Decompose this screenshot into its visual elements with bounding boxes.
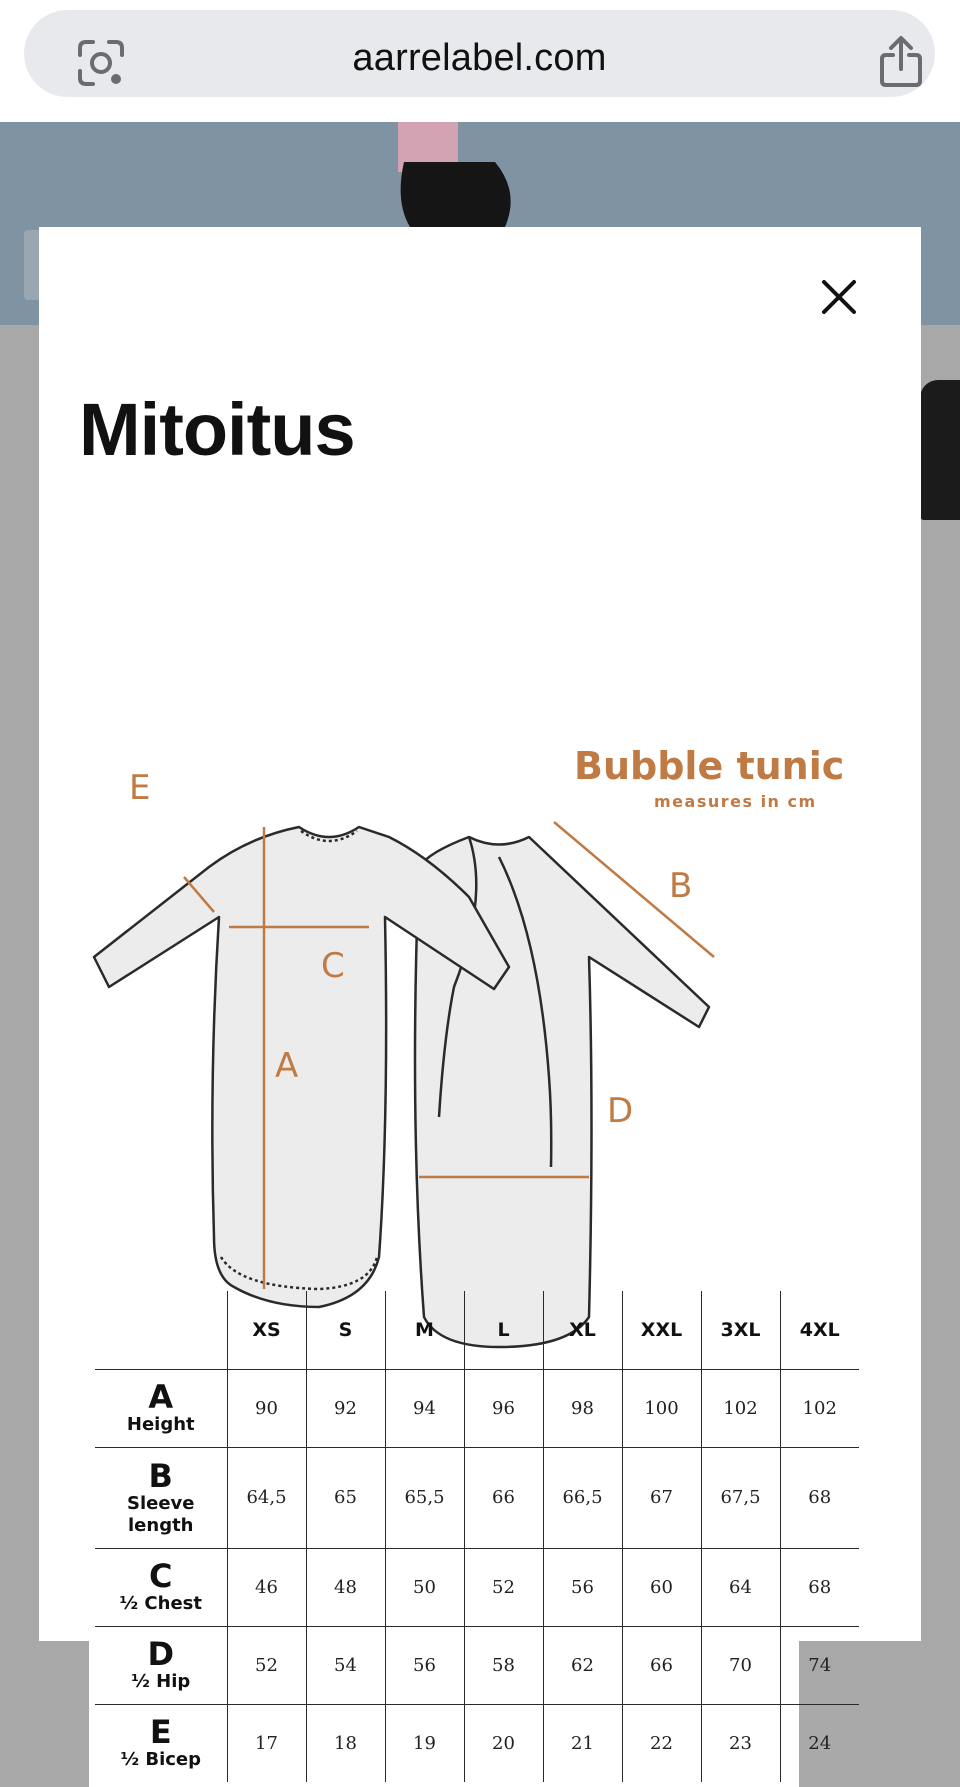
size-header: M xyxy=(385,1291,464,1369)
size-header: XL xyxy=(543,1291,622,1369)
table-cell: 62 xyxy=(543,1626,622,1704)
row-name: ½ Bicep xyxy=(120,1749,202,1771)
row-letter: E xyxy=(149,1713,172,1752)
row-header xyxy=(95,1447,227,1548)
chart-units-note: measures in cm xyxy=(654,792,817,811)
table-cell: 98 xyxy=(543,1369,622,1447)
table-cell: 22 xyxy=(622,1704,701,1782)
row-header xyxy=(95,1548,227,1626)
size-header: 3XL xyxy=(701,1291,780,1369)
table-row xyxy=(95,1626,859,1704)
size-header: L xyxy=(464,1291,543,1369)
row-header xyxy=(95,1704,227,1782)
diagram-label-c: C xyxy=(321,946,345,986)
row-name: Height xyxy=(126,1414,195,1435)
table-cell: 100 xyxy=(622,1369,701,1447)
row-letter: C xyxy=(149,1557,173,1595)
table-row xyxy=(95,1447,859,1548)
table-cell: 66 xyxy=(622,1626,701,1704)
table-cell: 68 xyxy=(780,1447,859,1548)
table-cell: 66,5 xyxy=(543,1447,622,1548)
modal-title: Mitoitus xyxy=(79,388,355,471)
row-header xyxy=(95,1369,227,1447)
table-cell: 19 xyxy=(385,1704,464,1782)
table-cell: 24 xyxy=(780,1704,859,1782)
chart-product-title: Bubble tunic xyxy=(574,744,845,788)
background-product-image xyxy=(920,380,960,520)
row-letter: B xyxy=(148,1456,173,1495)
table-cell: 102 xyxy=(701,1369,780,1447)
table-cell: 102 xyxy=(780,1369,859,1447)
table-cell: 70 xyxy=(701,1626,780,1704)
table-cell: 92 xyxy=(306,1369,385,1447)
table-cell: 64,5 xyxy=(227,1447,306,1548)
table-cell: 50 xyxy=(385,1548,464,1626)
size-header: XS xyxy=(227,1291,306,1369)
table-cell: 21 xyxy=(543,1704,622,1782)
table-cell: 54 xyxy=(306,1626,385,1704)
url-text[interactable]: aarrelabel.com xyxy=(352,37,607,79)
table-cell: 68 xyxy=(780,1548,859,1626)
table-cell: 67 xyxy=(622,1447,701,1548)
size-header-row xyxy=(95,1291,859,1369)
table-cell: 52 xyxy=(227,1626,306,1704)
row-header xyxy=(95,1626,227,1704)
table-cell: 58 xyxy=(464,1626,543,1704)
table-row xyxy=(95,1369,859,1447)
table-cell: 56 xyxy=(543,1548,622,1626)
address-bar[interactable] xyxy=(24,10,935,97)
size-header: 4XL xyxy=(780,1291,859,1369)
table-cell: 48 xyxy=(306,1548,385,1626)
table-cell: 56 xyxy=(385,1626,464,1704)
diagram-label-e: E xyxy=(129,768,151,808)
table-cell: 90 xyxy=(227,1369,306,1447)
row-name: ½ Chest xyxy=(119,1593,202,1614)
share-icon[interactable] xyxy=(876,35,926,89)
table-cell: 96 xyxy=(464,1369,543,1447)
table-cell: 17 xyxy=(227,1704,306,1782)
row-name: Sleeve length xyxy=(127,1492,195,1536)
row-letter: D xyxy=(147,1635,175,1673)
row-name: ½ Hip xyxy=(131,1671,191,1692)
size-table xyxy=(95,1291,859,1782)
table-cell: 18 xyxy=(306,1704,385,1782)
table-cell: 66 xyxy=(464,1447,543,1548)
table-cell: 67,5 xyxy=(701,1447,780,1548)
table-row xyxy=(95,1548,859,1626)
diagram-label-a: A xyxy=(275,1046,299,1086)
table-cell: 60 xyxy=(622,1548,701,1626)
table-cell: 65 xyxy=(306,1447,385,1548)
table-cell: 20 xyxy=(464,1704,543,1782)
table-cell: 52 xyxy=(464,1548,543,1626)
table-corner-cell xyxy=(95,1291,227,1369)
table-row xyxy=(95,1704,859,1782)
table-cell: 23 xyxy=(701,1704,780,1782)
row-letter: A xyxy=(148,1378,174,1416)
table-cell: 65,5 xyxy=(385,1447,464,1548)
table-cell: 74 xyxy=(780,1626,859,1704)
size-header: S xyxy=(306,1291,385,1369)
browser-toolbar xyxy=(0,0,960,122)
table-cell: 46 xyxy=(227,1548,306,1626)
close-icon[interactable] xyxy=(809,267,869,327)
diagram-label-b: B xyxy=(669,866,693,906)
table-cell: 94 xyxy=(385,1369,464,1447)
diagram-label-d: D xyxy=(607,1091,634,1131)
table-cell: 64 xyxy=(701,1548,780,1626)
size-guide-modal xyxy=(39,227,921,1771)
size-header: XXL xyxy=(622,1291,701,1369)
